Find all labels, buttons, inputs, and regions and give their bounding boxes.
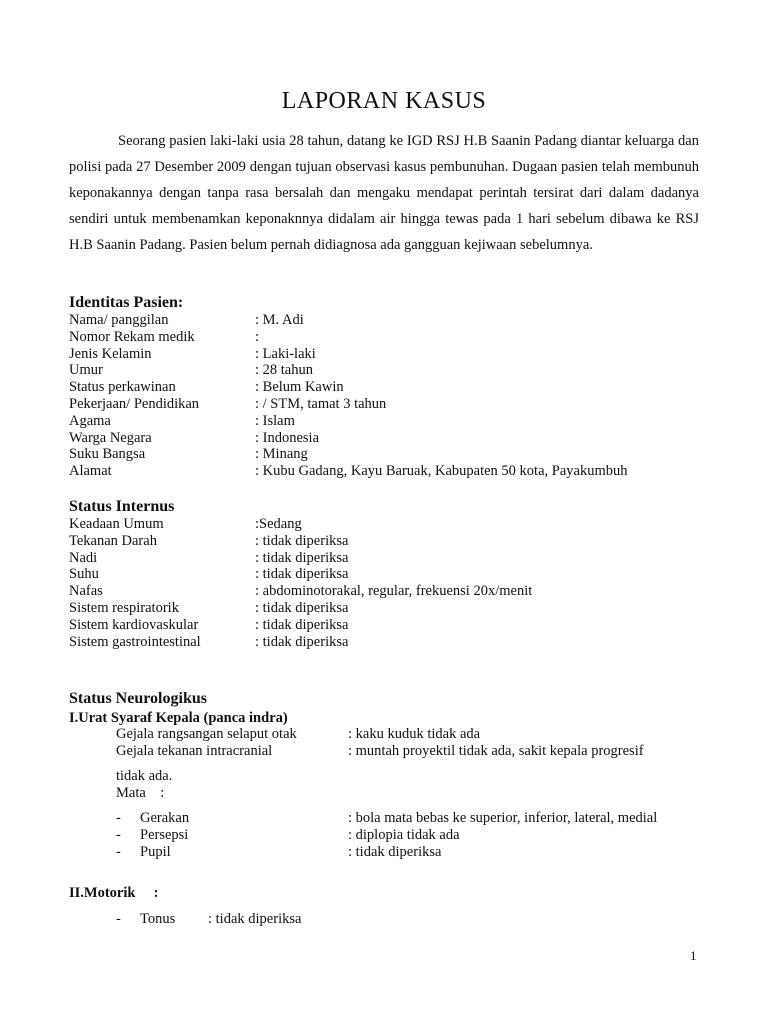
mata-item-label: Pupil (140, 844, 171, 860)
field-value: : Laki-laki (255, 346, 316, 362)
internus-row (69, 634, 349, 651)
tonus-label: Tonus (140, 911, 176, 927)
field-value: : tidak diperiksa (255, 566, 349, 582)
mata-item-label: Gerakan (140, 810, 190, 826)
mata-item-dash: - (116, 810, 121, 826)
identitas-row (69, 346, 316, 363)
field-label: Nadi (69, 550, 98, 566)
field-value: : Kubu Gadang, Kayu Baruak, Kabupaten 50 kota, Payakumbuh (255, 463, 628, 479)
field-label: Umur (69, 362, 103, 378)
field-label: Suku Bangsa (69, 446, 146, 462)
mata-item-value: : bola mata bebas ke superior, inferior, lateral, medial (348, 810, 658, 826)
field-label: Status perkawinan (69, 379, 176, 395)
field-value: : M. Adi (255, 312, 304, 328)
field-value: : tidak diperiksa (255, 634, 349, 650)
identitas-row (69, 329, 260, 346)
field-label: Agama (69, 413, 111, 429)
field-value: : tidak diperiksa (255, 533, 349, 549)
internus-row (69, 550, 349, 567)
field-label: Sistem kardiovaskular (69, 617, 199, 633)
gejala-tekanan-label: Gejala tekanan intracranial (116, 743, 273, 759)
field-value: : Minang (255, 446, 308, 462)
field-label: Warga Negara (69, 430, 152, 446)
gejala-rangsangan-label: Gejala rangsangan selaput otak (116, 726, 297, 742)
internus-row (69, 617, 349, 634)
mata-item-value: : diplopia tidak ada (348, 827, 460, 843)
field-value: : tidak diperiksa (255, 617, 349, 633)
identitas-heading: Identitas Pasien: (69, 294, 184, 311)
field-label: Alamat (69, 463, 112, 479)
identitas-row (69, 362, 313, 379)
field-value: : tidak diperiksa (255, 600, 349, 616)
intro-paragraph: Seorang pasien laki-laki usia 28 tahun, datang ke IGD RSJ H.B Saanin Padang diantar keluarga dan polisi pada 27 Desember 2009 dengan tujuan observasi kasus pembunuhan. Dugaan pasien telah membunuh keponakannya dengan tanpa rasa bersalah dan mengaku mendapat perintah tersirat dari dalam dadanya sendiri untuk membenamkan keponaknnya didalam air hingga tewas pada 1 hari sebelum dibawa ke RSJ H.B Saanin Padang. Pasien belum pernah didiagnosa ada gangguan kejiwaan sebelumnya. (69, 133, 699, 253)
field-value: : / STM, tamat 3 tahun (255, 396, 387, 412)
gejala-tekanan-value: : muntah proyektil tidak ada, sakit kepala progresif (348, 743, 644, 759)
neuro-heading: Status Neurologikus (69, 690, 207, 707)
mata-item-dash: - (116, 844, 121, 860)
page-title: LAPORAN KASUS (281, 88, 487, 114)
field-value: : tidak diperiksa (255, 550, 349, 566)
identitas-row (69, 446, 308, 463)
field-label: Nama/ panggilan (69, 312, 169, 328)
motorik-subheading: II.Motorik : (69, 885, 159, 901)
field-label: Sistem respiratorik (69, 600, 179, 616)
identitas-row (69, 430, 320, 447)
field-value: :Sedang (255, 516, 302, 532)
identitas-row (69, 312, 304, 329)
field-label: Suhu (69, 566, 99, 582)
field-value: : 28 tahun (255, 362, 313, 378)
field-label: Keadaan Umum (69, 516, 164, 532)
mata-item-label: Persepsi (140, 827, 189, 843)
page-number: 1 (690, 948, 697, 963)
gejala-tekanan-continued: tidak ada. (116, 768, 173, 784)
field-label: Nafas (69, 583, 103, 599)
internus-row (69, 533, 349, 550)
internus-row (69, 600, 349, 617)
internus-row (69, 583, 533, 600)
identitas-row (69, 463, 628, 480)
field-value: : (255, 329, 260, 345)
mata-item-value: : tidak diperiksa (348, 844, 442, 860)
internus-heading: Status Internus (69, 498, 175, 515)
identitas-row (69, 413, 295, 430)
mata-label: Mata : (116, 785, 165, 801)
field-value: : abdominotorakal, regular, frekuensi 20x/menit (255, 583, 533, 599)
identitas-row (69, 396, 387, 413)
field-label: Nomor Rekam medik (69, 329, 195, 345)
identitas-row (69, 379, 344, 396)
field-label: Pekerjaan/ Pendidikan (69, 396, 200, 412)
tonus-dash: - (116, 911, 121, 927)
neuro-subheading-cranial: I.Urat Syaraf Kepala (panca indra) (69, 710, 288, 726)
gejala-rangsangan-value: : kaku kuduk tidak ada (348, 726, 481, 742)
field-label: Tekanan Darah (69, 533, 157, 549)
internus-row (69, 566, 349, 583)
field-label: Jenis Kelamin (69, 346, 152, 362)
field-value: : Belum Kawin (255, 379, 344, 395)
field-label: Sistem gastrointestinal (69, 634, 201, 650)
internus-row (69, 516, 302, 533)
field-value: : Islam (255, 413, 295, 429)
mata-item-dash: - (116, 827, 121, 843)
tonus-value: : tidak diperiksa (208, 911, 302, 927)
field-value: : Indonesia (255, 430, 320, 446)
